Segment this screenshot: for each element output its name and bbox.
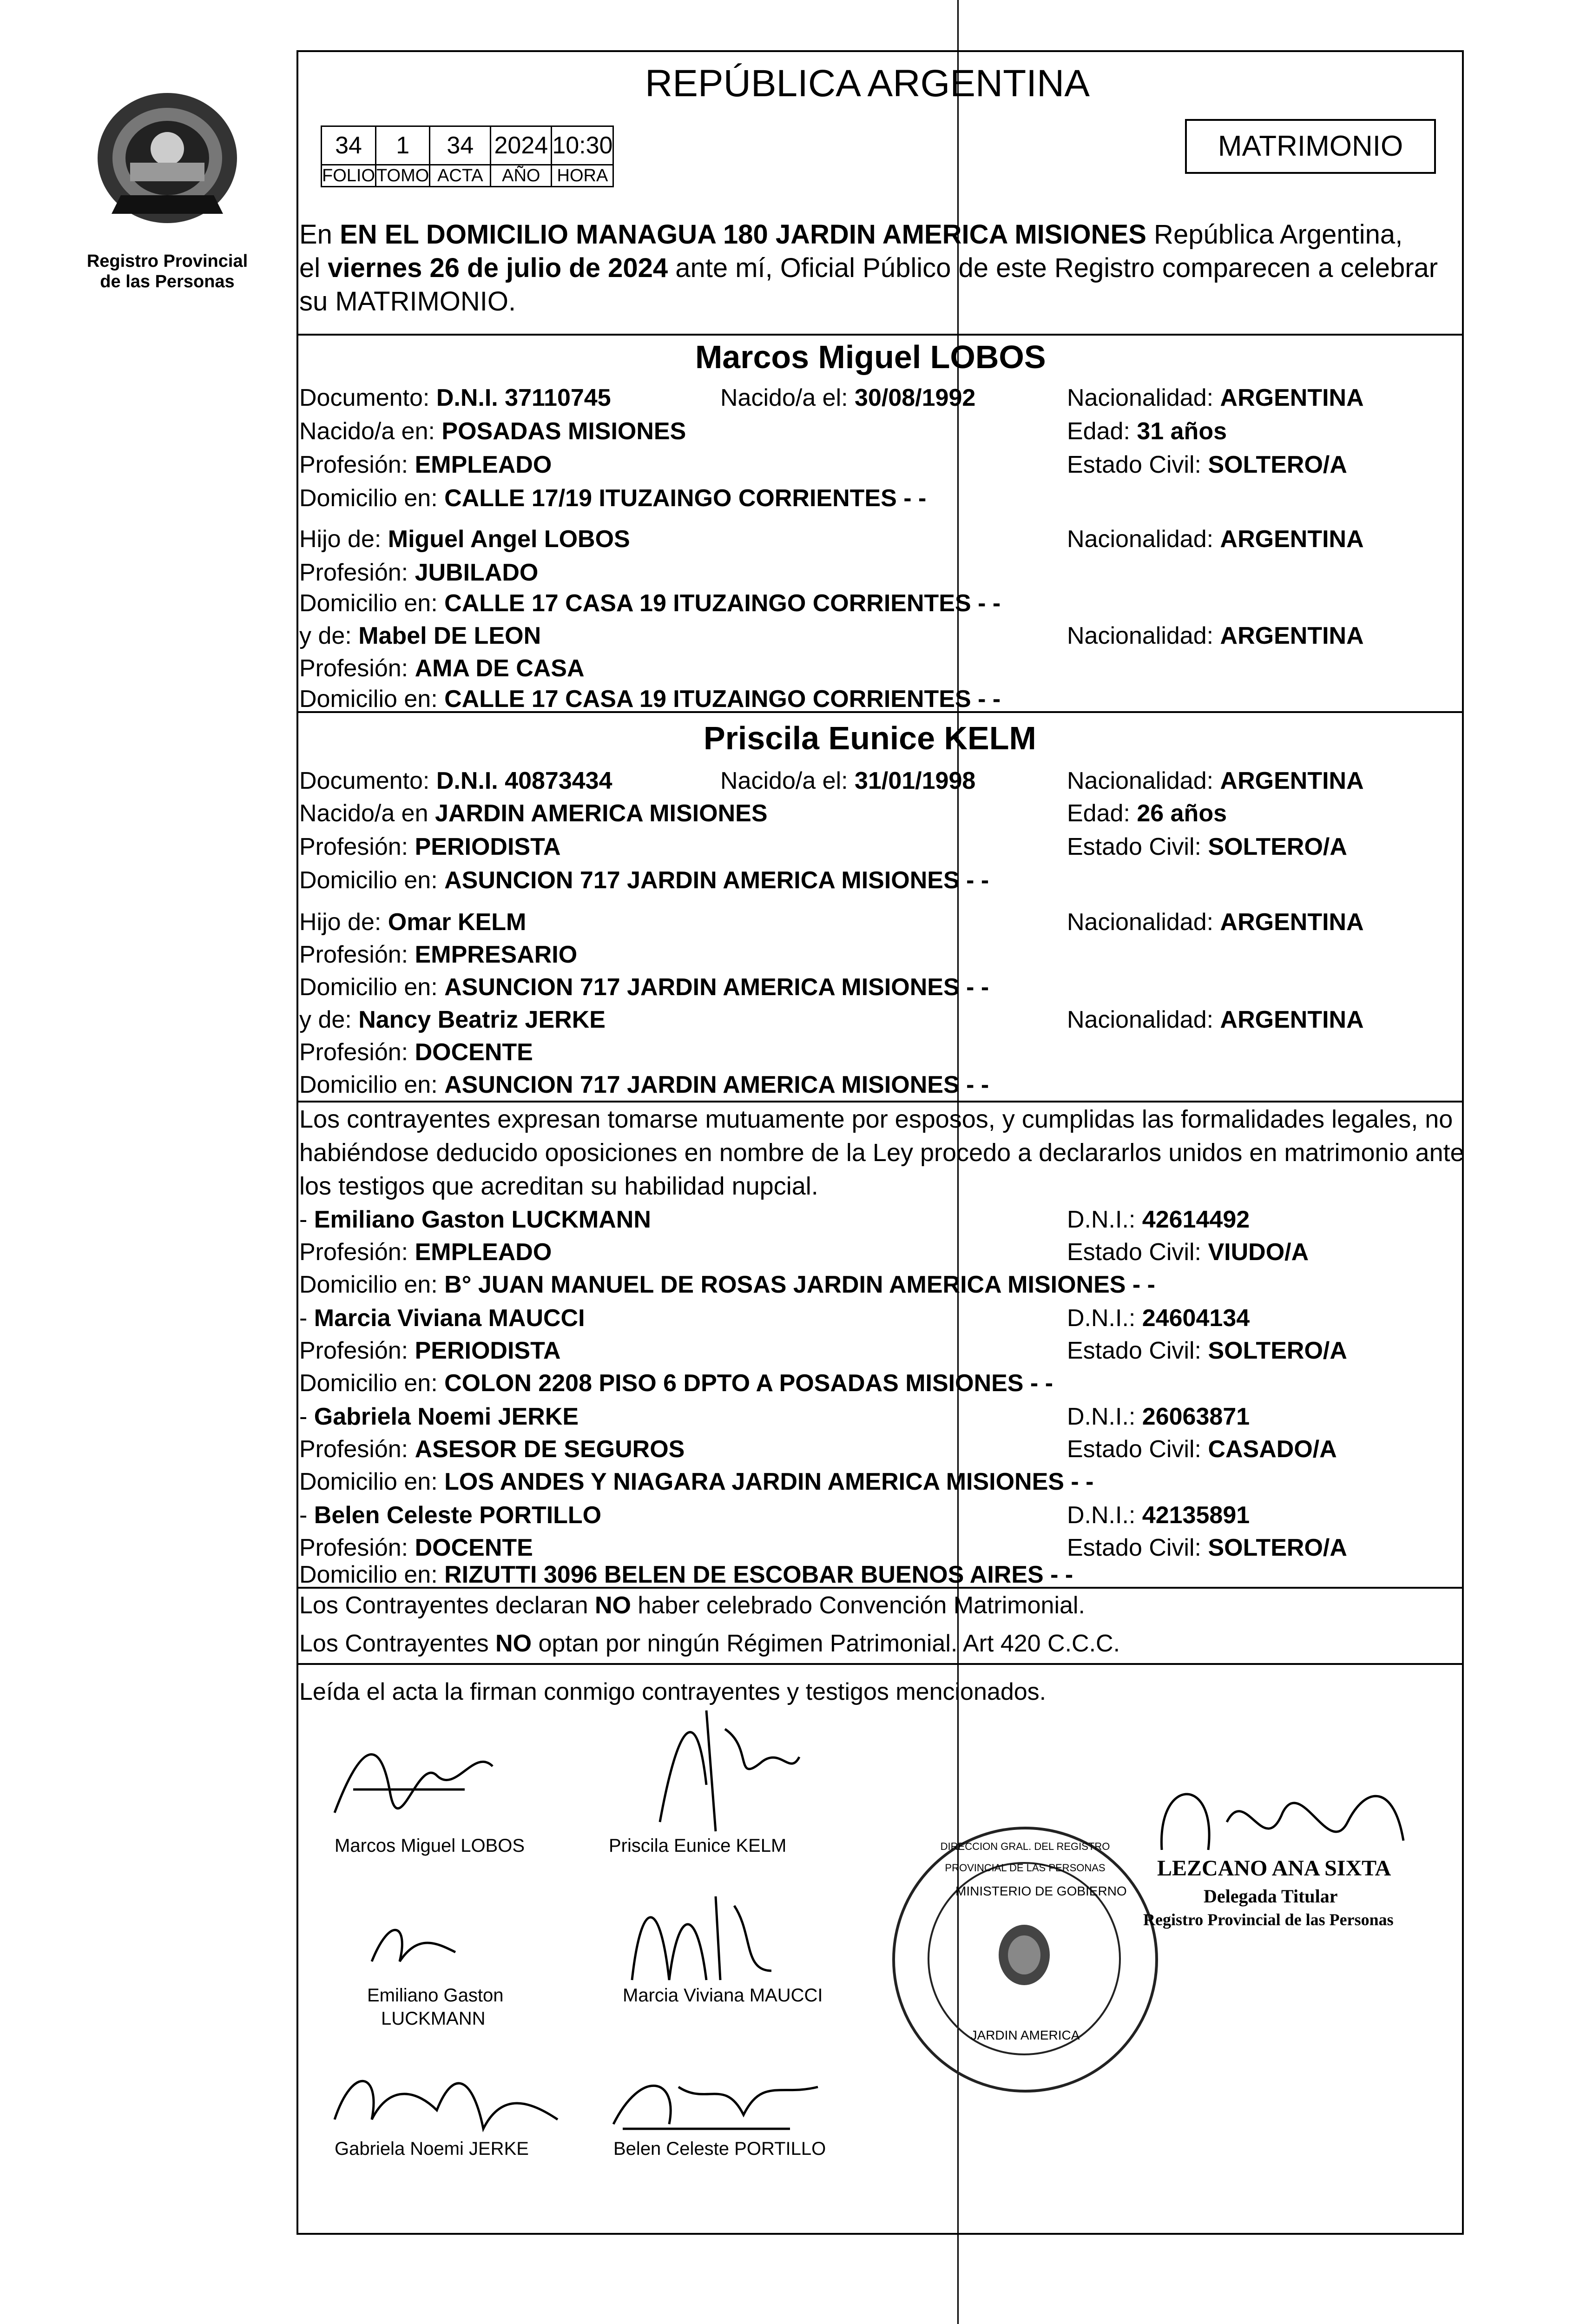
signature-witness-2 — [613, 1878, 790, 1994]
witness-1-name: - Emiliano Gaston LUCKMANN — [299, 1206, 651, 1233]
bride-mother-profession: Profesión: DOCENTE — [299, 1039, 533, 1066]
witness-1-civil-status: Estado Civil: VIUDO/A — [1067, 1239, 1309, 1266]
witness-2-dni: D.N.I.: 24604134 — [1067, 1305, 1250, 1332]
stamp-bottom-text: JARDIN AMERICA — [970, 2028, 1080, 2042]
groom-father-nationality: Nacionalidad: ARGENTINA — [1067, 526, 1364, 553]
intro-line2: el viernes 26 de julio de 2024 ante mí, Oficial Público de este Registro comparecen a celebrar — [299, 253, 1438, 283]
witness-1-dni: D.N.I.: 42614492 — [1067, 1206, 1250, 1233]
bride-address: Domicilio en: ASUNCION 717 JARDIN AMERICA MISIONES - - — [299, 867, 989, 894]
registry-stamp — [892, 1827, 1158, 2093]
acta-label: ACTA — [430, 165, 491, 187]
bride-mother-address: Domicilio en: ASUNCION 717 JARDIN AMERICA MISIONES - - — [299, 1071, 989, 1098]
bride-birthplace: Nacido/a en JARDIN AMERICA MISIONES — [299, 800, 768, 827]
rule-closing — [296, 1663, 1464, 1665]
signature-official — [1152, 1766, 1413, 1868]
witness-4-name: - Belen Celeste PORTILLO — [299, 1502, 602, 1529]
bride-document: Documento: D.N.I. 40873434 — [299, 767, 612, 794]
witness-1-profession: Profesión: EMPLEADO — [299, 1239, 552, 1266]
bride-name: Priscila Eunice KELM — [704, 720, 1036, 756]
logo-caption-line2: de las Personas — [100, 272, 235, 291]
bride-father-nationality: Nacionalidad: ARGENTINA — [1067, 909, 1364, 936]
groom-mother-address: Domicilio en: CALLE 17 CASA 19 ITUZAINGO CORRIENTES - - — [299, 686, 1001, 713]
bride-age: Edad: 26 años — [1067, 800, 1227, 827]
folio-label: FOLIO — [322, 165, 376, 187]
witness-3-name: - Gabriela Noemi JERKE — [299, 1403, 579, 1430]
hour-label: HORA — [552, 165, 613, 187]
groom-civil-status: Estado Civil: SOLTERO/A — [1067, 451, 1347, 478]
groom-birthplace: Nacido/a en: POSADAS MISIONES — [299, 418, 686, 445]
stamp-emblem-icon — [996, 1922, 1052, 1987]
year-label: AÑO — [491, 165, 552, 187]
signature-witness-3 — [325, 2054, 567, 2147]
signature-bride-label: Priscila Eunice KELM — [609, 1835, 787, 1856]
stamp-inner-text: MINISTERIO DE GOBIERNO — [955, 1884, 1127, 1898]
record-index-table — [321, 125, 614, 187]
official-title: Delegada Titular — [1204, 1886, 1338, 1907]
groom-name: Marcos Miguel LOBOS — [695, 339, 1046, 375]
record-type-box: MATRIMONIO — [1185, 119, 1436, 174]
signature-witness-4 — [604, 2059, 827, 2143]
signature-groom — [325, 1720, 502, 1841]
signature-witness-4-label: Belen Celeste PORTILLO — [613, 2139, 826, 2159]
witness-3-dni: D.N.I.: 26063871 — [1067, 1403, 1250, 1430]
groom-mother-profession: Profesión: AMA DE CASA — [299, 655, 585, 682]
witness-2-profession: Profesión: PERIODISTA — [299, 1337, 561, 1364]
declaration-line3: los testigos que acreditan su habilidad nupcial. — [299, 1172, 818, 1200]
groom-address: Domicilio en: CALLE 17/19 ITUZAINGO CORRIENTES - - — [299, 485, 927, 512]
tomo-label: TOMO — [376, 165, 430, 187]
groom-nationality: Nacionalidad: ARGENTINA — [1067, 384, 1364, 411]
signature-witness-1-label-line1: Emiliano Gaston — [367, 1985, 504, 2006]
groom-mother: y de: Mabel DE LEON — [299, 622, 541, 649]
witness-4-civil-status: Estado Civil: SOLTERO/A — [1067, 1534, 1347, 1561]
bride-father: Hijo de: Omar KELM — [299, 909, 527, 936]
groom-age: Edad: 31 años — [1067, 418, 1227, 445]
groom-father: Hijo de: Miguel Angel LOBOS — [299, 526, 630, 553]
bride-birthdate: Nacido/a el: 31/01/1998 — [720, 767, 976, 794]
bride-father-address: Domicilio en: ASUNCION 717 JARDIN AMERICA MISIONES - - — [299, 974, 989, 1001]
witness-4-dni: D.N.I.: 42135891 — [1067, 1502, 1250, 1529]
folio-value: 34 — [322, 126, 376, 165]
signature-witness-1 — [362, 1906, 465, 1980]
page-title: REPÚBLICA ARGENTINA — [645, 62, 1090, 105]
official-organization: Registro Provincial de las Personas — [1143, 1910, 1394, 1929]
official-name: LEZCANO ANA SIXTA — [1157, 1856, 1391, 1881]
hour-value: 10:30 — [552, 126, 613, 165]
signature-groom-label: Marcos Miguel LOBOS — [335, 1835, 525, 1856]
signature-bride — [641, 1692, 809, 1841]
witness-4-address: Domicilio en: RIZUTTI 3096 BELEN DE ESCOBAR BUENOS AIRES - - — [299, 1561, 1073, 1588]
groom-father-profession: Profesión: JUBILADO — [299, 559, 539, 586]
bride-profession: Profesión: PERIODISTA — [299, 833, 561, 860]
tomo-value: 1 — [376, 126, 430, 165]
ceremony-place: EN EL DOMICILIO MANAGUA 180 JARDIN AMERICA MISIONES — [340, 219, 1146, 250]
bride-civil-status: Estado Civil: SOLTERO/A — [1067, 833, 1347, 860]
bride-nationality: Nacionalidad: ARGENTINA — [1067, 767, 1364, 794]
witness-2-address: Domicilio en: COLON 2208 PISO 6 DPTO A POSADAS MISIONES - - — [299, 1370, 1053, 1397]
logo-caption-line1: Registro Provincial — [86, 251, 248, 271]
declaration-line2: habiéndose deducido oposiciones en nombre de la Ley procedo a declararlos unidos en matrimonio ante — [299, 1139, 1464, 1167]
convention-line2: Los Contrayentes NO optan por ningún Régimen Patrimonial. Art 420 C.C.C. — [299, 1630, 1120, 1657]
groom-father-address: Domicilio en: CALLE 17 CASA 19 ITUZAINGO CORRIENTES - - — [299, 590, 1001, 617]
signature-witness-3-label: Gabriela Noemi JERKE — [335, 2139, 529, 2159]
ceremony-date: viernes 26 de julio de 2024 — [328, 253, 668, 283]
bride-mother-nationality: Nacionalidad: ARGENTINA — [1067, 1006, 1364, 1033]
witness-3-profession: Profesión: ASESOR DE SEGUROS — [299, 1436, 685, 1463]
closing-text: Leída el acta la firman conmigo contrayentes y testigos mencionados. — [299, 1678, 1047, 1705]
witness-2-civil-status: Estado Civil: SOLTERO/A — [1067, 1337, 1347, 1364]
signature-witness-2-label: Marcia Viviana MAUCCI — [623, 1985, 823, 2006]
intro-line1: En EN EL DOMICILIO MANAGUA 180 JARDIN AMERICA MISIONES República Argentina, — [299, 219, 1403, 250]
year-value: 2024 — [491, 126, 552, 165]
witness-2-name: - Marcia Viviana MAUCCI — [299, 1305, 585, 1332]
rule-declaration — [296, 1101, 1464, 1103]
convention-line1: Los Contrayentes declaran NO haber celebrado Convención Matrimonial. — [299, 1592, 1085, 1619]
witness-3-address: Domicilio en: LOS ANDES Y NIAGARA JARDIN AMERICA MISIONES - - — [299, 1468, 1094, 1495]
bride-mother: y de: Nancy Beatriz JERKE — [299, 1006, 606, 1033]
witness-4-profession: Profesión: DOCENTE — [299, 1534, 533, 1561]
groom-document: Documento: D.N.I. 37110745 — [299, 384, 611, 411]
logo — [84, 88, 251, 291]
province-seal-icon — [84, 88, 251, 242]
witness-1-address: Domicilio en: B° JUAN MANUEL DE ROSAS JARDIN AMERICA MISIONES - - — [299, 1271, 1155, 1298]
bride-father-profession: Profesión: EMPRESARIO — [299, 941, 578, 968]
groom-birthdate: Nacido/a el: 30/08/1992 — [720, 384, 976, 411]
witness-3-civil-status: Estado Civil: CASADO/A — [1067, 1436, 1337, 1463]
groom-profession: Profesión: EMPLEADO — [299, 451, 552, 478]
acta-value: 34 — [430, 126, 491, 165]
rule-intro — [296, 334, 1464, 336]
intro-line3: su MATRIMONIO. — [299, 286, 516, 317]
groom-mother-nationality: Nacionalidad: ARGENTINA — [1067, 622, 1364, 649]
signature-witness-1-label-line2: LUCKMANN — [381, 2008, 486, 2029]
declaration-line1: Los contrayentes expresan tomarse mutuamente por esposos, y cumplidas las formalidades legales, no — [299, 1105, 1453, 1133]
stamp-ring-text: DIRECCION GRAL. DEL REGISTRO PROVINCIAL DE LAS PERSONAS — [940, 1841, 1110, 1874]
